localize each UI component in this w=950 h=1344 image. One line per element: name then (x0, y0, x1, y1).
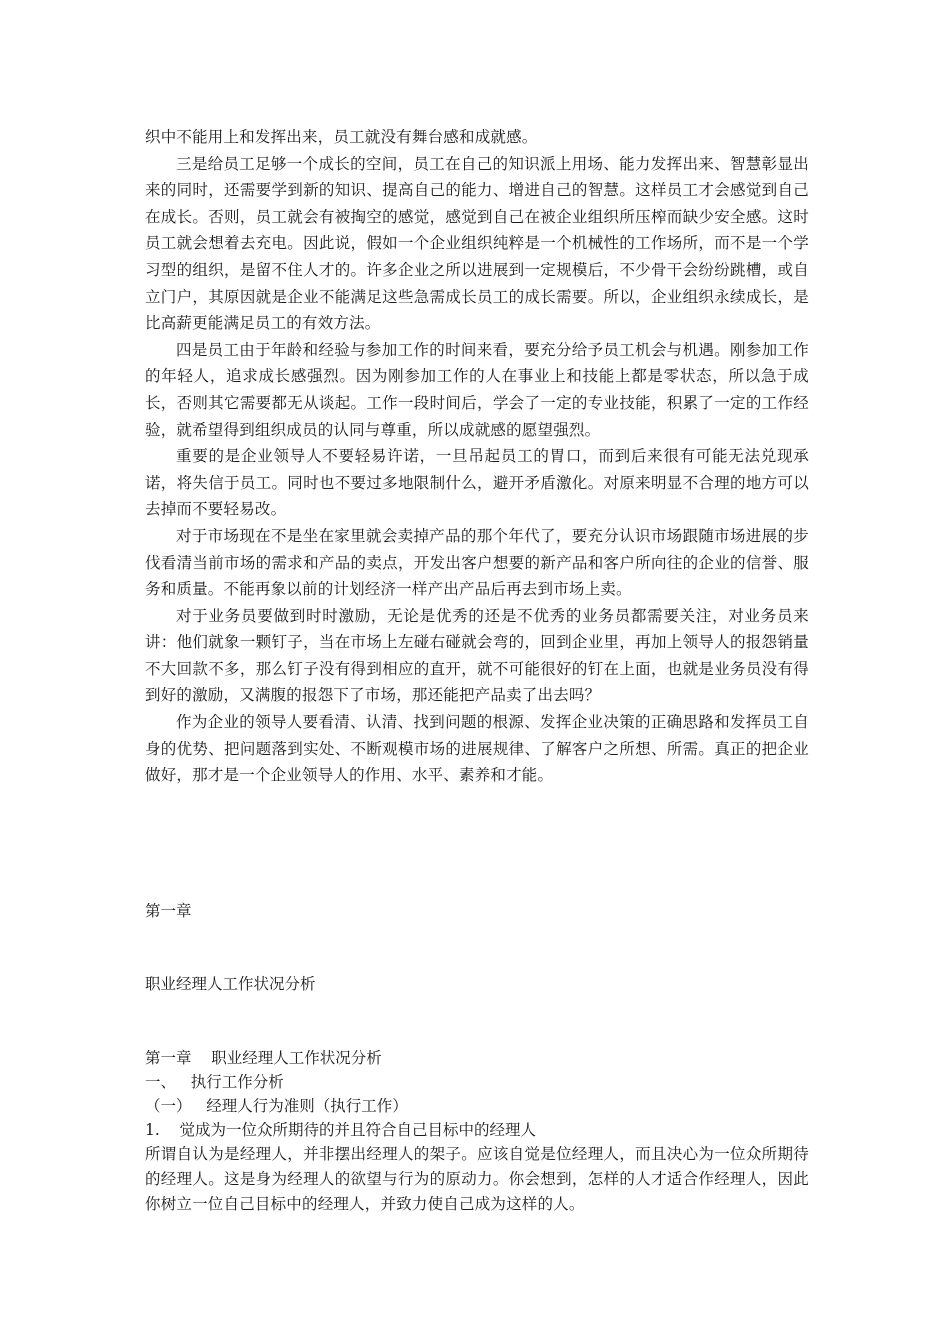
outline-section-line: 一、 执行工作分析 (145, 1073, 284, 1091)
paragraph: 三是给员工足够一个成长的空间，员工在自己的知识派上用场、能力发挥出来、智慧彰显出来的同时，还需要学到新的知识、提高自己的能力、增进自己的智慧。这样员工才会感觉到自己在成长。否则，员工就会有被掏空的感觉，感觉到自己在被企业组织所压榨而缺少安全感。这时员工就会想着去充电。因此说，假如一个企业组织纯粹是一个机械性的工作场所，而不是一个学习型的组织，是留不住人才的。许多企业之所以进展到一定规模后，不少骨干会纷纷跳槽，或自立门户，其原因就是企业不能满足这些急需成长员工的成长需要。所以，企业组织永续成长，是比高薪更能满足员工的有效方法。 (145, 154, 809, 333)
outline-chapter-line: 第一章 职业经理人工作状况分析 (145, 1049, 382, 1067)
chapter-subtitle: 职业经理人工作状况分析 (145, 975, 316, 993)
outline-subsection-line: （一） 经理人行为准则（执行工作） (145, 1097, 408, 1115)
outline-item-line: 1. 觉成为一位众所期待的并且符合自己目标中的经理人 (145, 1121, 536, 1139)
chapter-heading: 第一章 (145, 902, 192, 920)
paragraph: 重要的是企业领导人不要轻易许诺，一旦吊起员工的胃口，而到后来很有可能无法兑现承诺，将失信于员工。同时也不要过多地限制什么，避开矛盾激化。对原来明显不合理的地方可以去掉而不要轻易改。 (145, 447, 809, 519)
paragraph: 对于市场现在不是坐在家里就会卖掉产品的那个年代了，要充分认识市场跟随市场进展的步伐看清当前市场的需求和产品的卖点，开发出客户想要的新产品和客户所向往的企业的信誉、服务和质量。不能再象以前的计划经济一样产出产品后再去到市场上卖。 (145, 526, 809, 599)
paragraph: 对于业务员要做到时时激励，无论是优秀的还是不优秀的业务员都需要关注，对业务员来讲：他们就象一颗钉子，当在市场上左碰右碰就会弯的，回到企业里，再加上领导人的报怨销量不大回款不多，那么钉子没有得到相应的直开，就不可能很好的钉在上面，也就是业务员没有得到好的激励，又满腹的报怨下了市场，那还能把产品卖了出去吗？ (145, 606, 809, 705)
chapter-outline (145, 1046, 809, 1218)
outline-body-paragraph: 所谓自认为是经理人，并非摆出经理人的架子。应该自觉是位经理人，而且决心为一位众所期待的经理人。这是身为经理人的欲望与行为的原动力。你会想到，怎样的人才适合作经理人，因此你树立一位自己目标中的经理人，并致力使自己成为这样的人。 (145, 1145, 809, 1214)
paragraph: 四是员工由于年龄和经验与参加工作的时间来看，要充分给予员工机会与机遇。刚参加工作的年轻人，追求成长感强烈。因为刚参加工作的人在事业上和技能上都是零状态，所以急于成长，否则其它需要都无从谈起。工作一段时间后，学会了一定的专业技能，积累了一定的工作经验，就希望得到组织成员的认同与尊重，所以成就感的愿望强烈。 (145, 340, 809, 439)
paragraph: 织中不能用上和发挥出来，员工就没有舞台感和成就感。 (145, 128, 538, 146)
paragraph: 作为企业的领导人要看清、认清、找到问题的根源、发挥企业决策的正确思路和发挥员工自身的优势、把问题落到实处、不断观模市场的进展规律、了解客户之所想、所需。真正的把企业做好，那才是一个企业领导人的作用、水平、素养和才能。 (145, 713, 809, 785)
body-text (145, 124, 809, 789)
